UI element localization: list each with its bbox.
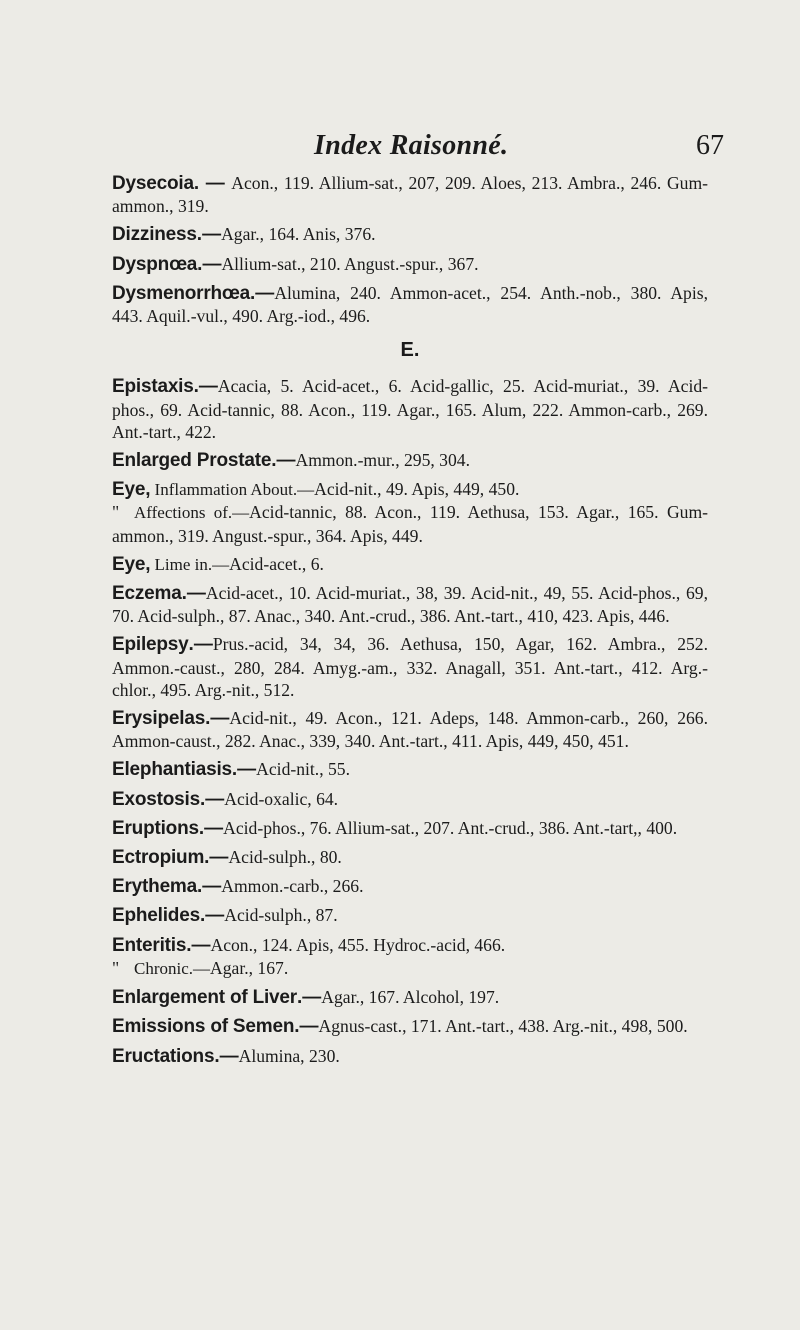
entry-references: Agar., 167. bbox=[210, 957, 289, 978]
entry-separator: .— bbox=[214, 1045, 239, 1067]
entry-references: Acid-acet., 6. bbox=[229, 553, 324, 574]
ditto-mark: " bbox=[112, 502, 120, 523]
entry-references: Acon., 119. Allium-sat., 207, 209. Aloes, 213. Ambra., 246. Gum-ammon., 319. bbox=[112, 173, 708, 217]
entry-references: Acon., 124. Apis, 455. Hydroc.-acid, 466. bbox=[210, 934, 506, 955]
entry-separator: .— bbox=[204, 847, 229, 869]
entry-heading: Emissions of Semen bbox=[112, 1016, 295, 1038]
index-entry bbox=[112, 707, 708, 752]
entry-heading: Exostosis bbox=[112, 788, 200, 810]
index-entry bbox=[112, 986, 708, 1009]
entry-separator: .— bbox=[294, 1016, 319, 1038]
index-entry bbox=[112, 788, 708, 811]
entry-references: Acid-oxalic, 64. bbox=[224, 788, 339, 809]
entry-references: Prus.-acid, 34, 34, 36. Aethusa, 150, Agar, 162. Ambra., 252. Ammon.-caust., 280, 284. Amyg.-am., 332. Anagall, 351. Ant.-tart., 412. Arg.-chlor., 495. Arg.-nit., 512. bbox=[112, 634, 708, 700]
ditto-mark: " bbox=[112, 957, 120, 978]
entry-heading: Eye, bbox=[112, 553, 151, 575]
entry-references: Alumina, 240. Ammon-acet., 254. Anth.-nob., 380. Apis, 443. Aquil.-vul., 490. Arg.-iod., 496. bbox=[112, 282, 708, 327]
index-entry bbox=[112, 846, 708, 869]
index-entry bbox=[112, 875, 708, 898]
entry-references: Acid-nit., 49. Acon., 121. Adeps, 148. Ammon-carb., 260, 266. Ammon-caust., 282. Anac., 339, 340. Ant.-tart., 411. Apis, 449, 450, 451. bbox=[112, 708, 708, 752]
entry-subheading: Chronic.— bbox=[134, 958, 211, 978]
entry-separator: .— bbox=[186, 934, 211, 956]
index-entry bbox=[112, 1015, 708, 1038]
entry-separator: .— bbox=[231, 759, 257, 781]
entry-heading: Eruptions bbox=[112, 817, 199, 839]
entry-heading: Eczema bbox=[112, 583, 182, 605]
index-entry bbox=[112, 375, 708, 443]
entry-heading: Dyspnœa bbox=[112, 253, 198, 275]
entry-heading: Erythema bbox=[112, 876, 197, 898]
entry-separator: .— bbox=[250, 282, 275, 304]
running-title: Index Raisonné. bbox=[314, 130, 509, 161]
entry-heading: Dysecoia bbox=[112, 173, 194, 194]
index-entry bbox=[112, 449, 708, 472]
entry-separator: .— bbox=[199, 788, 225, 810]
page-header bbox=[0, 130, 800, 166]
index-entry bbox=[112, 817, 708, 840]
page-number: 67 bbox=[696, 130, 724, 161]
index-subentry bbox=[112, 501, 708, 546]
index-subentry bbox=[112, 957, 708, 980]
entry-heading: Epilepsy bbox=[112, 634, 189, 656]
entry-references: Agnus-cast., 171. Ant.-tart., 438. Arg.-nit., 498, 500. bbox=[318, 1016, 688, 1037]
entry-references: Acid-sulph., 80. bbox=[228, 847, 342, 868]
entry-references: Acacia, 5. Acid-acet., 6. Acid-gallic, 25. Acid-muriat., 39. Acid-phos., 69. Acid-tannic, 88. Acon., 119. Agar., 165. Alum, 222. Ammon-carb., 269. Ant.-tart., 422. bbox=[112, 376, 708, 442]
entry-heading: Enteritis bbox=[112, 934, 187, 956]
entry-separator: .— bbox=[188, 634, 213, 656]
entry-heading: Eructations bbox=[112, 1045, 215, 1067]
entry-heading: Enlarged Prostate bbox=[112, 450, 272, 472]
entry-separator: .— bbox=[197, 253, 222, 275]
index-entry bbox=[112, 172, 708, 217]
entry-references: Ammon.-mur., 295, 304. bbox=[295, 450, 470, 471]
entry-subheading: Inflammation About.— bbox=[150, 480, 315, 500]
index-entry bbox=[112, 253, 708, 276]
entry-subheading: Affections of.— bbox=[134, 503, 250, 523]
entry-separator: .— bbox=[196, 224, 222, 246]
entry-references: Acid-tannic, 88. Acon., 119. Aethusa, 153. Agar., 165. Gum-ammon., 319. Angust.-spur., 364. Apis, 449. bbox=[112, 502, 708, 546]
index-entry bbox=[112, 904, 708, 927]
index-entry bbox=[112, 934, 708, 957]
entry-references: Alumina, 230. bbox=[238, 1045, 340, 1066]
entry-heading: Ectropium bbox=[112, 847, 205, 869]
entry-references: Acid-nit., 55. bbox=[256, 759, 350, 780]
entry-references: Acid-sulph., 87. bbox=[224, 905, 338, 926]
index-entry bbox=[112, 582, 708, 627]
section-letter: E. bbox=[400, 339, 420, 362]
index-entry bbox=[112, 282, 708, 327]
entry-separator: .— bbox=[199, 905, 225, 927]
entry-separator: .— bbox=[193, 376, 218, 398]
index-entry bbox=[112, 633, 708, 701]
index-entry bbox=[112, 553, 708, 576]
index-entry bbox=[112, 478, 708, 501]
entry-references: Allium-sat., 210. Angust.-spur., 367. bbox=[221, 253, 479, 274]
entry-separator: .— bbox=[181, 583, 206, 605]
entry-heading: Dysmenorrhœa bbox=[112, 282, 251, 304]
entry-separator: .— bbox=[205, 708, 230, 730]
entry-heading: Eye, bbox=[112, 479, 151, 501]
entry-references: Agar., 164. Anis, 376. bbox=[221, 224, 376, 245]
entry-references: Agar., 167. Alcohol, 197. bbox=[321, 987, 500, 1008]
entry-separator: . — bbox=[193, 173, 232, 194]
entry-separator: .— bbox=[198, 817, 224, 839]
entry-references: Acid-nit., 49. Apis, 449, 450. bbox=[314, 479, 520, 500]
index-entry bbox=[112, 758, 708, 781]
entry-references: Acid-acet., 10. Acid-muriat., 38, 39. Acid-nit., 49, 55. Acid-phos., 69, 70. Acid-sulph., 87. Anac., 340. Ant.-crud., 386. Ant.-tart., 410, 423. Apis, 446. bbox=[112, 583, 708, 627]
entry-separator: .— bbox=[297, 987, 322, 1009]
entry-separator: .— bbox=[271, 450, 296, 472]
entry-heading: Dizziness bbox=[112, 224, 197, 246]
entry-heading: Epistaxis bbox=[112, 376, 194, 398]
index-entry bbox=[112, 1045, 708, 1068]
index-body bbox=[112, 172, 708, 1074]
entry-references: Ammon.-carb., 266. bbox=[221, 876, 364, 897]
entry-heading: Erysipelas bbox=[112, 708, 206, 730]
entry-heading: Enlargement of Liver bbox=[112, 987, 297, 1009]
entry-references: Acid-phos., 76. Allium-sat., 207. Ant.-crud., 386. Ant.-tart,, 400. bbox=[223, 817, 678, 838]
entry-subheading: Lime in.— bbox=[150, 554, 230, 574]
entry-heading: Elephantiasis bbox=[112, 759, 232, 781]
index-entry bbox=[112, 223, 708, 246]
entry-heading: Ephelides bbox=[112, 905, 200, 927]
entry-separator: .— bbox=[197, 876, 222, 898]
